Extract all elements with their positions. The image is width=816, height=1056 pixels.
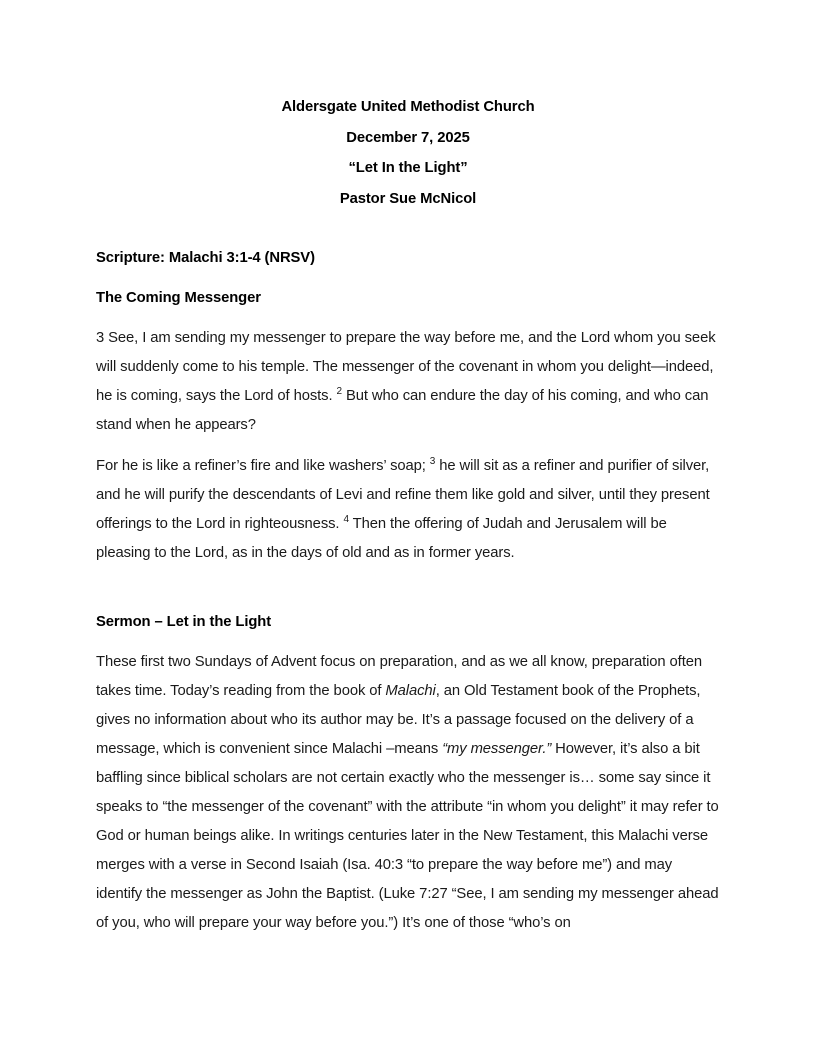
text-run: However, it’s also a bit baffling since biblical scholars are not certain exactly who the messenger is… some say since it speaks to “the messenger of the covenant” with the attribute “in whom you delight” it may refer to God or human beings alike. In writings centuries later in the New Testament, this Malachi verse merges with a verse in Second Isaiah (Isa. 40:3 “to prepare the way before me”) and may identify the messenger as John the Baptist. (Luke 7:27 “See, I am sending my messenger ahead of you, who will prepare your way before you.”) It’s one of those “who’s on xyxy=(96,741,719,931)
sermon-paragraph-1 xyxy=(96,648,720,938)
text-run: he will sit as a refiner and purifier of silver, and he will purify the descendants of Levi and refine them like gold and silver, until they present offerings to the Lord in righteousness. xyxy=(96,458,710,532)
text-run: For he is like a refiner’s fire and like washers’ soap; xyxy=(96,458,430,474)
verse-number-superscript: 2 xyxy=(336,386,342,398)
scripture-paragraph-1 xyxy=(96,324,720,440)
italic-phrase: “my messenger.” xyxy=(442,741,552,757)
sermon-heading: Sermon – Let in the Light xyxy=(96,614,272,630)
verse-number-superscript: 4 xyxy=(343,514,349,526)
text-run: 3 See, I am sending my messenger to prepare the way before me, and the Lord whom you seek will suddenly come to his temple. The messenger of the covenant in whom you delight—indeed, he is coming, says the Lord of hosts. xyxy=(96,330,716,404)
verse-number-superscript: 3 xyxy=(429,456,436,468)
sermon-title-quoted: “Let In the Light” xyxy=(348,160,468,176)
text-run: But who can endure the day of his coming, and who can stand when he appears? xyxy=(96,388,709,433)
text-run: Then the offering of Judah and Jerusalem will be pleasing to the Lord, as in the days of old and as in former years. xyxy=(96,516,667,561)
pastor-name: Pastor Sue McNicol xyxy=(339,190,477,207)
sermon-date: December 7, 2025 xyxy=(346,129,470,146)
passage-title: The Coming Messenger xyxy=(96,290,261,306)
document-header xyxy=(96,92,720,214)
text-run: These first two Sundays of Advent focus on preparation, and as we all know, preparation often takes time. Today’s reading from the book of xyxy=(96,654,702,699)
text-run: , an Old Testament book of the Prophets, gives no information about who its author may be. It’s a passage focused on the delivery of a message, which is convenient since Malachi –means xyxy=(96,683,701,757)
church-name: Aldersgate United Methodist Church xyxy=(281,99,535,115)
italic-phrase: Malachi xyxy=(385,683,436,699)
scripture-paragraph-2 xyxy=(96,452,720,568)
scripture-heading: Scripture: Malachi 3:1-4 (NRSV) xyxy=(96,250,315,266)
